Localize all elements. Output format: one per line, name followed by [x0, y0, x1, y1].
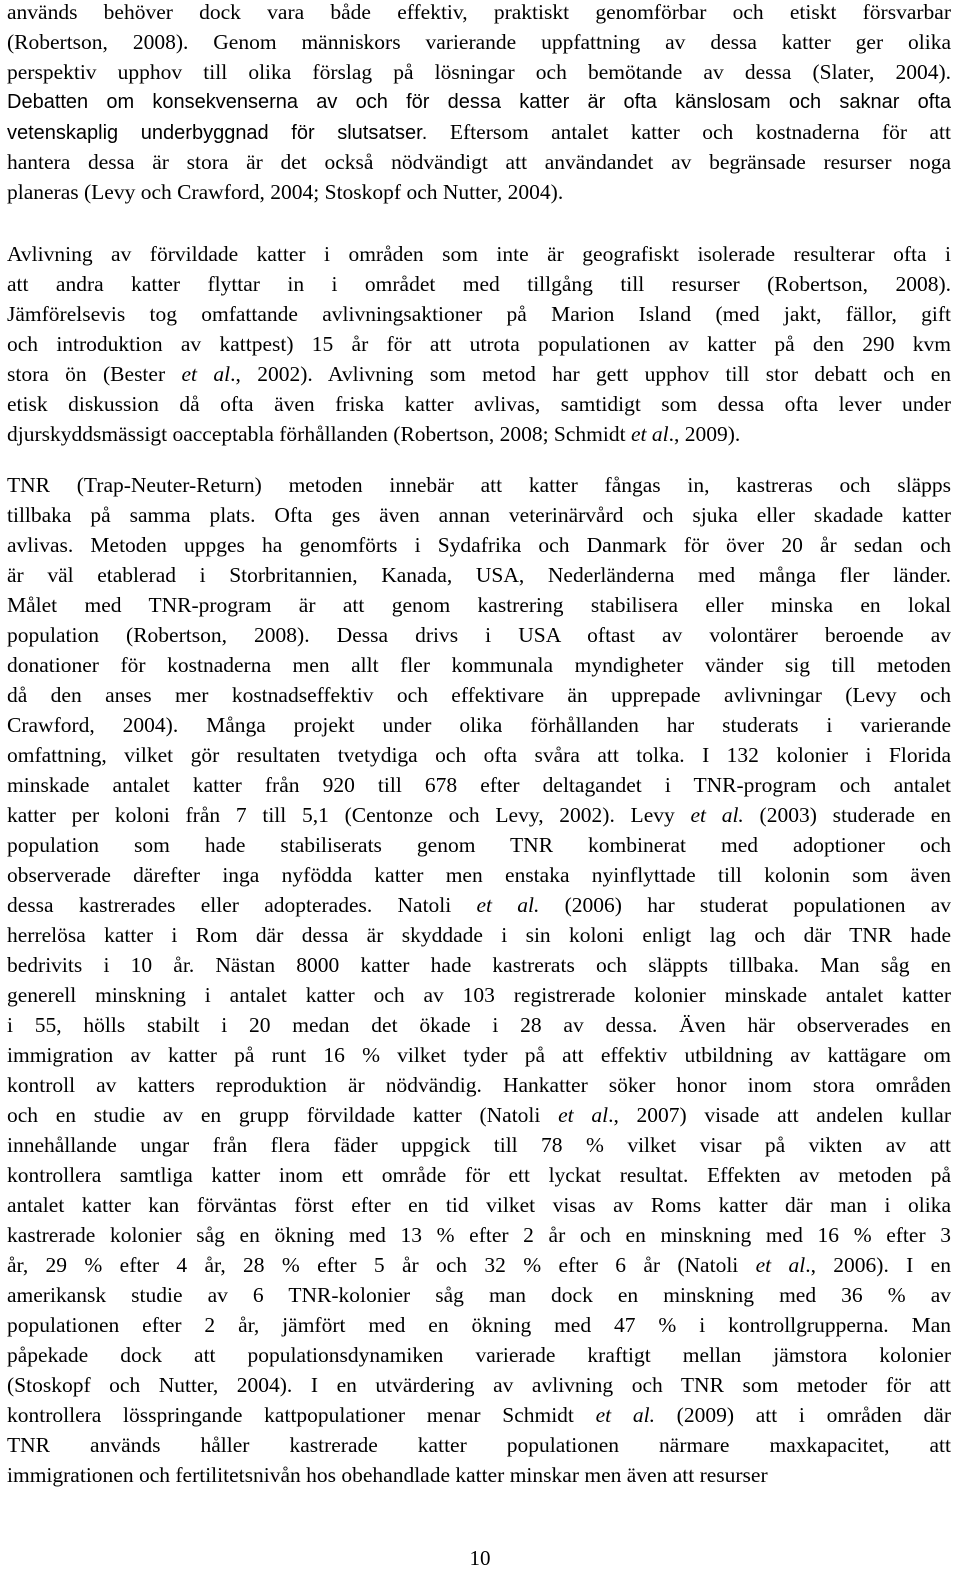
text-segment: minskade antalet katter från 920 till 678 efter deltagandet i TNR-program och antalet	[7, 773, 951, 797]
text-line	[7, 620, 951, 650]
text-segment: kontrollera lösspringande kattpopulationer menar Schmidt	[7, 1403, 596, 1427]
text-line	[7, 87, 951, 117]
text-line	[7, 830, 951, 860]
text-segment: kontroll av katters reproduktion är nödvändig. Hankatter söker honor inom stora områden	[7, 1073, 951, 1097]
text-segment: ., 2007) visade att andelen kullar	[608, 1103, 951, 1127]
text-segment: ., 2009).	[668, 422, 741, 446]
text-segment: population (Robertson, 2008). Dessa drivs i USA oftast av volontärer beroende av	[7, 623, 951, 647]
text-line	[7, 329, 951, 359]
text-line	[7, 1370, 951, 1400]
text-line	[7, 177, 951, 207]
italic-text: et al	[630, 422, 669, 446]
text-line	[7, 1220, 951, 1250]
text-line	[7, 1400, 951, 1430]
text-segment: dessa kastrerades eller adopterades. Natoli	[7, 893, 477, 917]
text-segment: Debatten om konsekvenserna av och för dessa katter är ofta känslosam och saknar ofta	[7, 91, 951, 113]
text-line	[7, 1190, 951, 1220]
text-line	[7, 710, 951, 740]
text-line	[7, 1280, 951, 1310]
text-segment: Crawford, 2004). Många projekt under olika förhållanden har studerats i varierande	[7, 713, 951, 737]
text-line	[7, 269, 951, 299]
text-line	[7, 530, 951, 560]
text-segment: hantera dessa är stora är det också nödvändigt att användandet av begränsade resurser noga	[7, 150, 951, 174]
text-line	[7, 299, 951, 329]
text-segment: populationen efter 2 år, jämfört med en ökning med 47 % i kontrollgrupperna. Man	[7, 1313, 951, 1337]
page-number: 10	[469, 1546, 491, 1570]
text-line	[7, 147, 951, 177]
text-segment: population som hade stabiliserats genom TNR kombinerat med adoptioner och	[7, 833, 951, 857]
text-line	[7, 1010, 951, 1040]
text-line	[7, 1340, 951, 1370]
text-line	[7, 800, 951, 830]
text-segment: i 55, hölls stabilt i 20 medan det ökade i 28 av dessa. Även här observerades en	[7, 1013, 951, 1037]
text-segment: Avlivning av förvildade katter i områden som inte är geografiskt isolerade resulterar ofta i	[7, 242, 951, 266]
text-line	[7, 1070, 951, 1100]
italic-text: et al	[181, 362, 231, 386]
text-segment: tillbaka på samma plats. Ofta ges även annan veterinärvård och sjuka eller skadade katter	[7, 503, 951, 527]
text-segment: donationer för kostnaderna men allt fler kommunala myndigheter vänder sig till metoden	[7, 653, 951, 677]
text-segment: perspektiv upphov till olika förslag på lösningar och bemötande av dessa (Slater, 2004).	[7, 60, 951, 84]
text-line	[7, 590, 951, 620]
text-segment: används behöver dock vara både effektiv, praktiskt genomförbar och etiskt försvarbar	[7, 0, 951, 24]
text-line	[7, 770, 951, 800]
text-line	[7, 1310, 951, 1340]
text-segment: ., 2002). Avlivning som metod har gett upphov till stor debatt och en	[230, 362, 951, 386]
text-segment: bedrivits i 10 år. Nästan 8000 katter hade kastrerats och släppts tillbaka. Man såg en	[7, 953, 951, 977]
text-segment: påpekade dock att populationsdynamiken varierade kraftigt mellan jämstora kolonier	[7, 1343, 951, 1367]
text-line	[7, 980, 951, 1010]
text-line	[7, 890, 951, 920]
text-line	[7, 419, 951, 449]
italic-text: et al.	[476, 893, 540, 917]
text-segment: immigration av katter på runt 16 % vilket tyder på att effektiv utbildning av kattägare om	[7, 1043, 951, 1067]
text-segment: (2006) har studerat populationen av	[539, 893, 951, 917]
text-segment: (Stoskopf och Nutter, 2004). I en utvärdering av avlivning och TNR som metoder för att	[7, 1373, 951, 1397]
text-segment: att andra katter flyttar in i området med tillgång till resurser (Robertson, 2008).	[7, 272, 951, 296]
text-segment: avlivas. Metoden uppges ha genomförts i Sydafrika och Danmark för över 20 år sedan och	[7, 533, 951, 557]
text-line	[7, 57, 951, 87]
italic-text: et al	[755, 1253, 806, 1277]
text-segment: är väl etablerad i Storbritannien, Kanada, USA, Nederländerna med många fler länder.	[7, 563, 951, 587]
text-segment: (2009) att i områden där	[654, 1403, 952, 1427]
text-segment: TNR (Trap-Neuter-Return) metoden innebär att katter fångas in, kastreras och släpps	[7, 473, 951, 497]
text-segment: år, 29 % efter 4 år, 28 % efter 5 år och 32 % efter 6 år (Natoli	[7, 1253, 756, 1277]
text-line	[7, 680, 951, 710]
text-segment: observerade därefter inga nyfödda katter men enstaka nyinflyttade till kolonin som även	[7, 863, 951, 887]
text-segment: kontrollera samtliga katter inom ett område för ett lyckat resultat. Effekten av metoden på	[7, 1163, 951, 1187]
text-segment: antalet katter kan förväntas först efter en tid vilket visas av Roms katter där man i olika	[7, 1193, 951, 1217]
text-segment: och en studie av en grupp förvildade katter (Natoli	[7, 1103, 559, 1127]
text-line	[7, 740, 951, 770]
text-segment: (Robertson, 2008). Genom människors varierande uppfattning av dessa katter ger olika	[7, 30, 951, 54]
text-segment: planeras (Levy och Crawford, 2004; Stoskopf och Nutter, 2004).	[7, 180, 564, 204]
text-line	[7, 1250, 951, 1280]
text-segment: etisk diskussion då ofta även friska katter avlivas, samtidigt som dessa ofta lever under	[7, 392, 951, 416]
paragraph-1	[7, 0, 951, 207]
italic-text: et al.	[690, 803, 744, 827]
text-line	[7, 1040, 951, 1070]
text-segment: djurskyddsmässigt oacceptabla förhållanden (Robertson, 2008; Schmidt	[7, 422, 631, 446]
text-line	[7, 1460, 951, 1490]
text-segment: (2003) studerade en	[743, 803, 951, 827]
text-line	[7, 920, 951, 950]
text-line	[7, 1430, 951, 1460]
italic-text: et al.	[595, 1403, 655, 1427]
text-segment: immigrationen och fertilitetsnivån hos obehandlade katter minskar men även att resurser	[7, 1463, 768, 1487]
text-segment: innehållande ungar från flera fäder uppgick till 78 % vilket visar på vikten av att	[7, 1133, 951, 1157]
text-line	[7, 560, 951, 590]
text-line	[7, 470, 951, 500]
text-segment: vetenskaplig underbyggnad för slutsatser.	[7, 122, 450, 144]
text-segment: TNR används håller kastrerade katter populationen närmare maxkapacitet, att	[7, 1433, 951, 1457]
text-line	[7, 650, 951, 680]
text-line	[7, 1100, 951, 1130]
text-segment: amerikansk studie av 6 TNR-kolonier såg man dock en minskning med 36 % av	[7, 1283, 951, 1307]
text-line	[7, 1160, 951, 1190]
text-segment: Jämförelsevis tog omfattande avlivningsaktioner på Marion Island (med jakt, fällor, gift	[7, 302, 951, 326]
text-line	[7, 500, 951, 530]
text-segment: katter per koloni från 7 till 5,1 (Centonze och Levy, 2002). Levy	[7, 803, 691, 827]
text-line	[7, 0, 951, 27]
text-line	[7, 117, 951, 147]
text-segment: omfattning, vilket gör resultaten tvetydiga och ofta svåra att tolka. I 132 kolonier i Florida	[7, 743, 951, 767]
text-segment: ., 2006). I en	[805, 1253, 951, 1277]
italic-text: et al	[558, 1103, 609, 1127]
paragraph-2	[7, 239, 951, 449]
text-line	[7, 239, 951, 269]
text-segment: herrelösa katter i Rom där dessa är skyddade i sin koloni enligt lag och där TNR hade	[7, 923, 951, 947]
text-line	[7, 27, 951, 57]
text-segment: stora ön (Bester	[7, 362, 182, 386]
text-segment: generell minskning i antalet katter och av 103 registrerade kolonier minskade antalet katter	[7, 983, 951, 1007]
text-line	[7, 950, 951, 980]
text-segment: Målet med TNR-program är att genom kastrering stabilisera eller minska en lokal	[7, 593, 951, 617]
text-segment: och introduktion av kattpest) 15 år för att utrota populationen av katter på den 290 kvm	[7, 332, 951, 356]
text-line	[7, 389, 951, 419]
text-line	[7, 1130, 951, 1160]
paragraph-3	[7, 470, 951, 1490]
text-line	[7, 359, 951, 389]
text-segment: kastrerade kolonier såg en ökning med 13 % efter 2 år och en minskning med 16 % efter 3	[7, 1223, 951, 1247]
text-segment: då den anses mer kostnadseffektiv och effektivare än upprepade avlivningar (Levy och	[7, 683, 951, 707]
text-line	[7, 860, 951, 890]
text-segment: Eftersom antalet katter och kostnaderna för att	[449, 120, 951, 144]
